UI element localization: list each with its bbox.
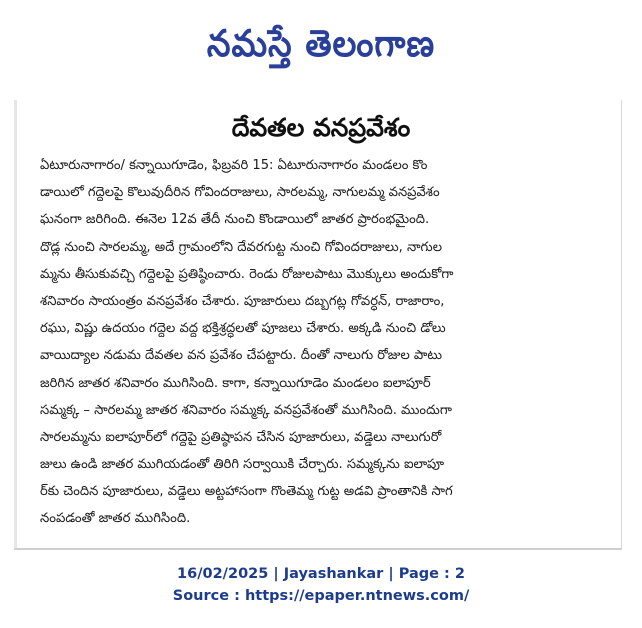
masthead-logo: నమస్తే తెలంగాణ xyxy=(206,22,436,65)
article-line: మ్మను తీసుకువచ్చి గద్దెలపై ప్రతిష్ఠించారు. రెండు రోజులపాటు మొక్కులు అందుకోగా xyxy=(40,266,454,282)
article-line: వాయిద్యాల నడుమ దేవతల వన ప్రవేశం చేపట్టారు. దీంతో నాలుగు రోజుల పాటు xyxy=(40,348,443,364)
article-line: ఘనంగా జరిగింది. ఈనెల 12వ తేదీ నుంచి కొండాయిలో జాతర ప్రారంభమైంది. xyxy=(40,212,430,228)
article-headline: దేవతల వనప్రవేశం xyxy=(231,113,411,142)
article-line: ర్‌కు చెందిన పూజారులు, వడ్డెలు అట్టహాసంగా గొంతెమ్మ గుట్ట అడవి ప్రాంతానికి సాగ xyxy=(40,484,453,500)
article-line: దొడ్ల నుంచి సారలమ్మ, అదే గ్రామంలోని దేవరగుట్ట నుంచి గోవిందరాజులు, నాగుల xyxy=(40,239,442,255)
article-body xyxy=(40,152,610,533)
article-line: రఘు, విష్ణు ఉదయం గద్దెల వద్ద భక్తిశ్రద్ధలతో పూజలు చేశారు. అక్కడి నుంచి డోలు xyxy=(40,321,446,337)
article-line: నంపడంతో జాతర ముగిసింది. xyxy=(40,511,191,527)
article-line: శనివారం సాయంత్రం వనప్రవేశం చేశారు. పూజారులు దబ్బగట్ల గోవర్ధన్, రాజారాం, xyxy=(40,293,445,309)
clipping-shadow xyxy=(14,100,17,548)
article-line: సమ్మక్క – సారలమ్మ జాతర శనివారం సమ్మక్క వనప్రవేశంతో ముగిసింది. ముందుగా xyxy=(40,402,452,418)
article-line: జరిగిన జాతర శనివారం ముగిసింది. కాగా, కన్నాయిగూడెం మండలం ఐలాపూర్ xyxy=(40,375,431,391)
article-line: డాయిలో గద్దెలపై కొలువుదీరిన గోవిందరాజులు, సారలమ్మ, నాగులమ్మ వనప్రవేశం xyxy=(40,185,440,201)
article-line: సారలమ్మను ఐలాపూర్‌లో గద్దెపై ప్రతిష్ఠాపన చేసిన పూజారులు, వడ్డెలు నాలుగురో xyxy=(40,429,442,445)
footer-source-link[interactable]: Source : https://epaper.ntnews.com/ xyxy=(172,588,470,604)
article-line: జులు ఉండి జాతర ముగియడంతో తిరిగి సర్వాయికి చేర్చారు. సమ్మక్కను ఐలాపూ xyxy=(40,457,444,473)
article-line: ఏటూరునాగారం/ కన్నాయిగూడెం, ఫిబ్రవరి 15: ఏటూరునాగారం మండలం కొం xyxy=(40,158,428,173)
footer-date-edition-page: 16/02/2025 | Jayashankar | Page : 2 xyxy=(177,566,465,582)
